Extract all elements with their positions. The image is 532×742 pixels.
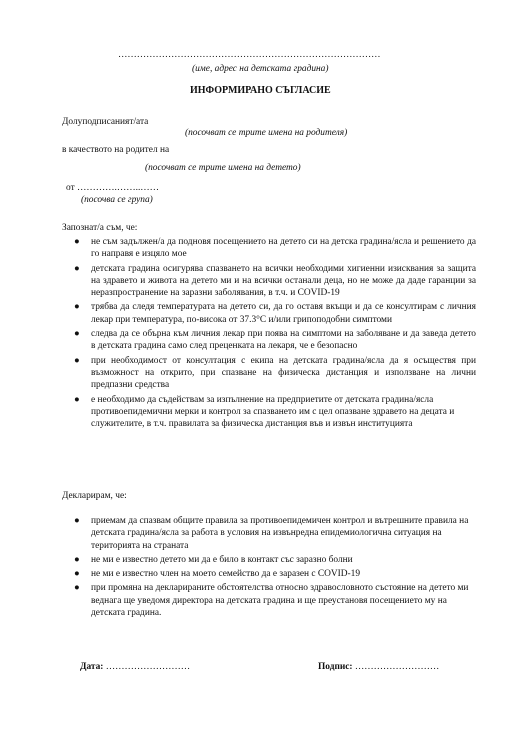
list-item: ● не съм задължен/а да подновя посещението на детето си на детска градина/ясла и решението да го направя е изцяло мое — [74, 237, 476, 260]
kindergarten-dots-line: ………………………………………………………………………… — [118, 50, 381, 60]
list-item: ● е необходимо да съдействам за изпълнение на предприетите от детската градина/ясла противоепидемични мерки и контрол за спазването им с цел опазване здравето на децата и служителите, в т.ч. правилата за физическа дистанция във и извън институцията — [74, 394, 455, 430]
as-parent-label: в качеството на родител на — [62, 145, 170, 155]
parent-name-hint: (посочват се трите имена на родителя) — [185, 128, 348, 138]
date-label: Дата: — [80, 662, 104, 672]
list-item: ● детската градина осигурява спазването на всички необходими хигиенни изисквания за защита на здравето и живота на детето ми и на всички останали деца, но не може да даде гаранции за неразпространение на заразни заболявания, в т.ч. и COVID-19 — [74, 263, 476, 299]
group-line: от ………….……..…… — [66, 183, 160, 193]
signer-label: Долуподписаният/ата — [62, 117, 149, 127]
list-item: ● при необходимост от консултация с екипа на детската градина/ясла да я осъществя при възможност на открито, при спазване на физическа дистанция и използване на лични предпазни средства — [74, 355, 476, 391]
bullet-icon: ● — [74, 516, 80, 526]
bullet-icon: ● — [74, 237, 80, 247]
bullet-icon: ● — [74, 329, 80, 340]
acknowledged-list — [74, 236, 476, 432]
bullet-icon: ● — [74, 554, 80, 565]
bullet-icon: ● — [74, 263, 80, 274]
list-item: ● приемам да спазвам общите правила за противоепидемичен контрол и вътрешните правила на детската градина/ясла за работа в условия на извънредна епидемиологична ситуация на територията на страната — [74, 516, 469, 551]
date-dots: ……………………… — [105, 662, 191, 672]
date-field — [80, 661, 190, 673]
list-item: ● не ми е известно член на моето семейство да е заразен с COVID-19 — [74, 569, 361, 580]
group-hint: (посочва се група) — [81, 195, 153, 205]
bullet-icon: ● — [74, 583, 80, 594]
bullet-icon: ● — [74, 569, 80, 580]
list-item: ● при промяна на декларираните обстоятелства относно здравословното състояние на детето ми веднага ще уведомя директора на детската градина и ще преустановя посещението му на детската градина. — [74, 583, 469, 619]
bullet-icon: ● — [74, 302, 80, 313]
kindergarten-hint: (име, адрес на детската градина) — [192, 64, 329, 74]
declared-list — [74, 515, 476, 621]
list-item: ● трябва да следя температурата на детето си, да го оставя вкъщи и да се консултирам с личния лекар при температура, по-висока от 37.3°С и/или грипоподобни симптоми — [74, 302, 476, 325]
list-item: ● следва да се обърна към личния лекар при поява на симптоми на заболяване и да заведа детето в детската градина само след преценката на лекаря, че е безопасно — [74, 329, 476, 352]
signature-dots: ……………………… — [354, 662, 440, 672]
acknowledged-heading: Запознат/а съм, че: — [62, 223, 138, 233]
declared-heading: Декларирам, че: — [62, 491, 127, 501]
child-name-hint: (посочват се трите имена на детето) — [145, 163, 301, 173]
signature-field — [318, 661, 439, 673]
document-title: ИНФОРМИРАНО СЪГЛАСИЕ — [190, 85, 331, 96]
bullet-icon: ● — [74, 394, 80, 405]
signature-label: Подпис: — [318, 662, 353, 672]
list-item: ● не ми е известно детето ми да е било в контакт със заразно болни — [74, 554, 353, 565]
bullet-icon: ● — [74, 355, 80, 366]
